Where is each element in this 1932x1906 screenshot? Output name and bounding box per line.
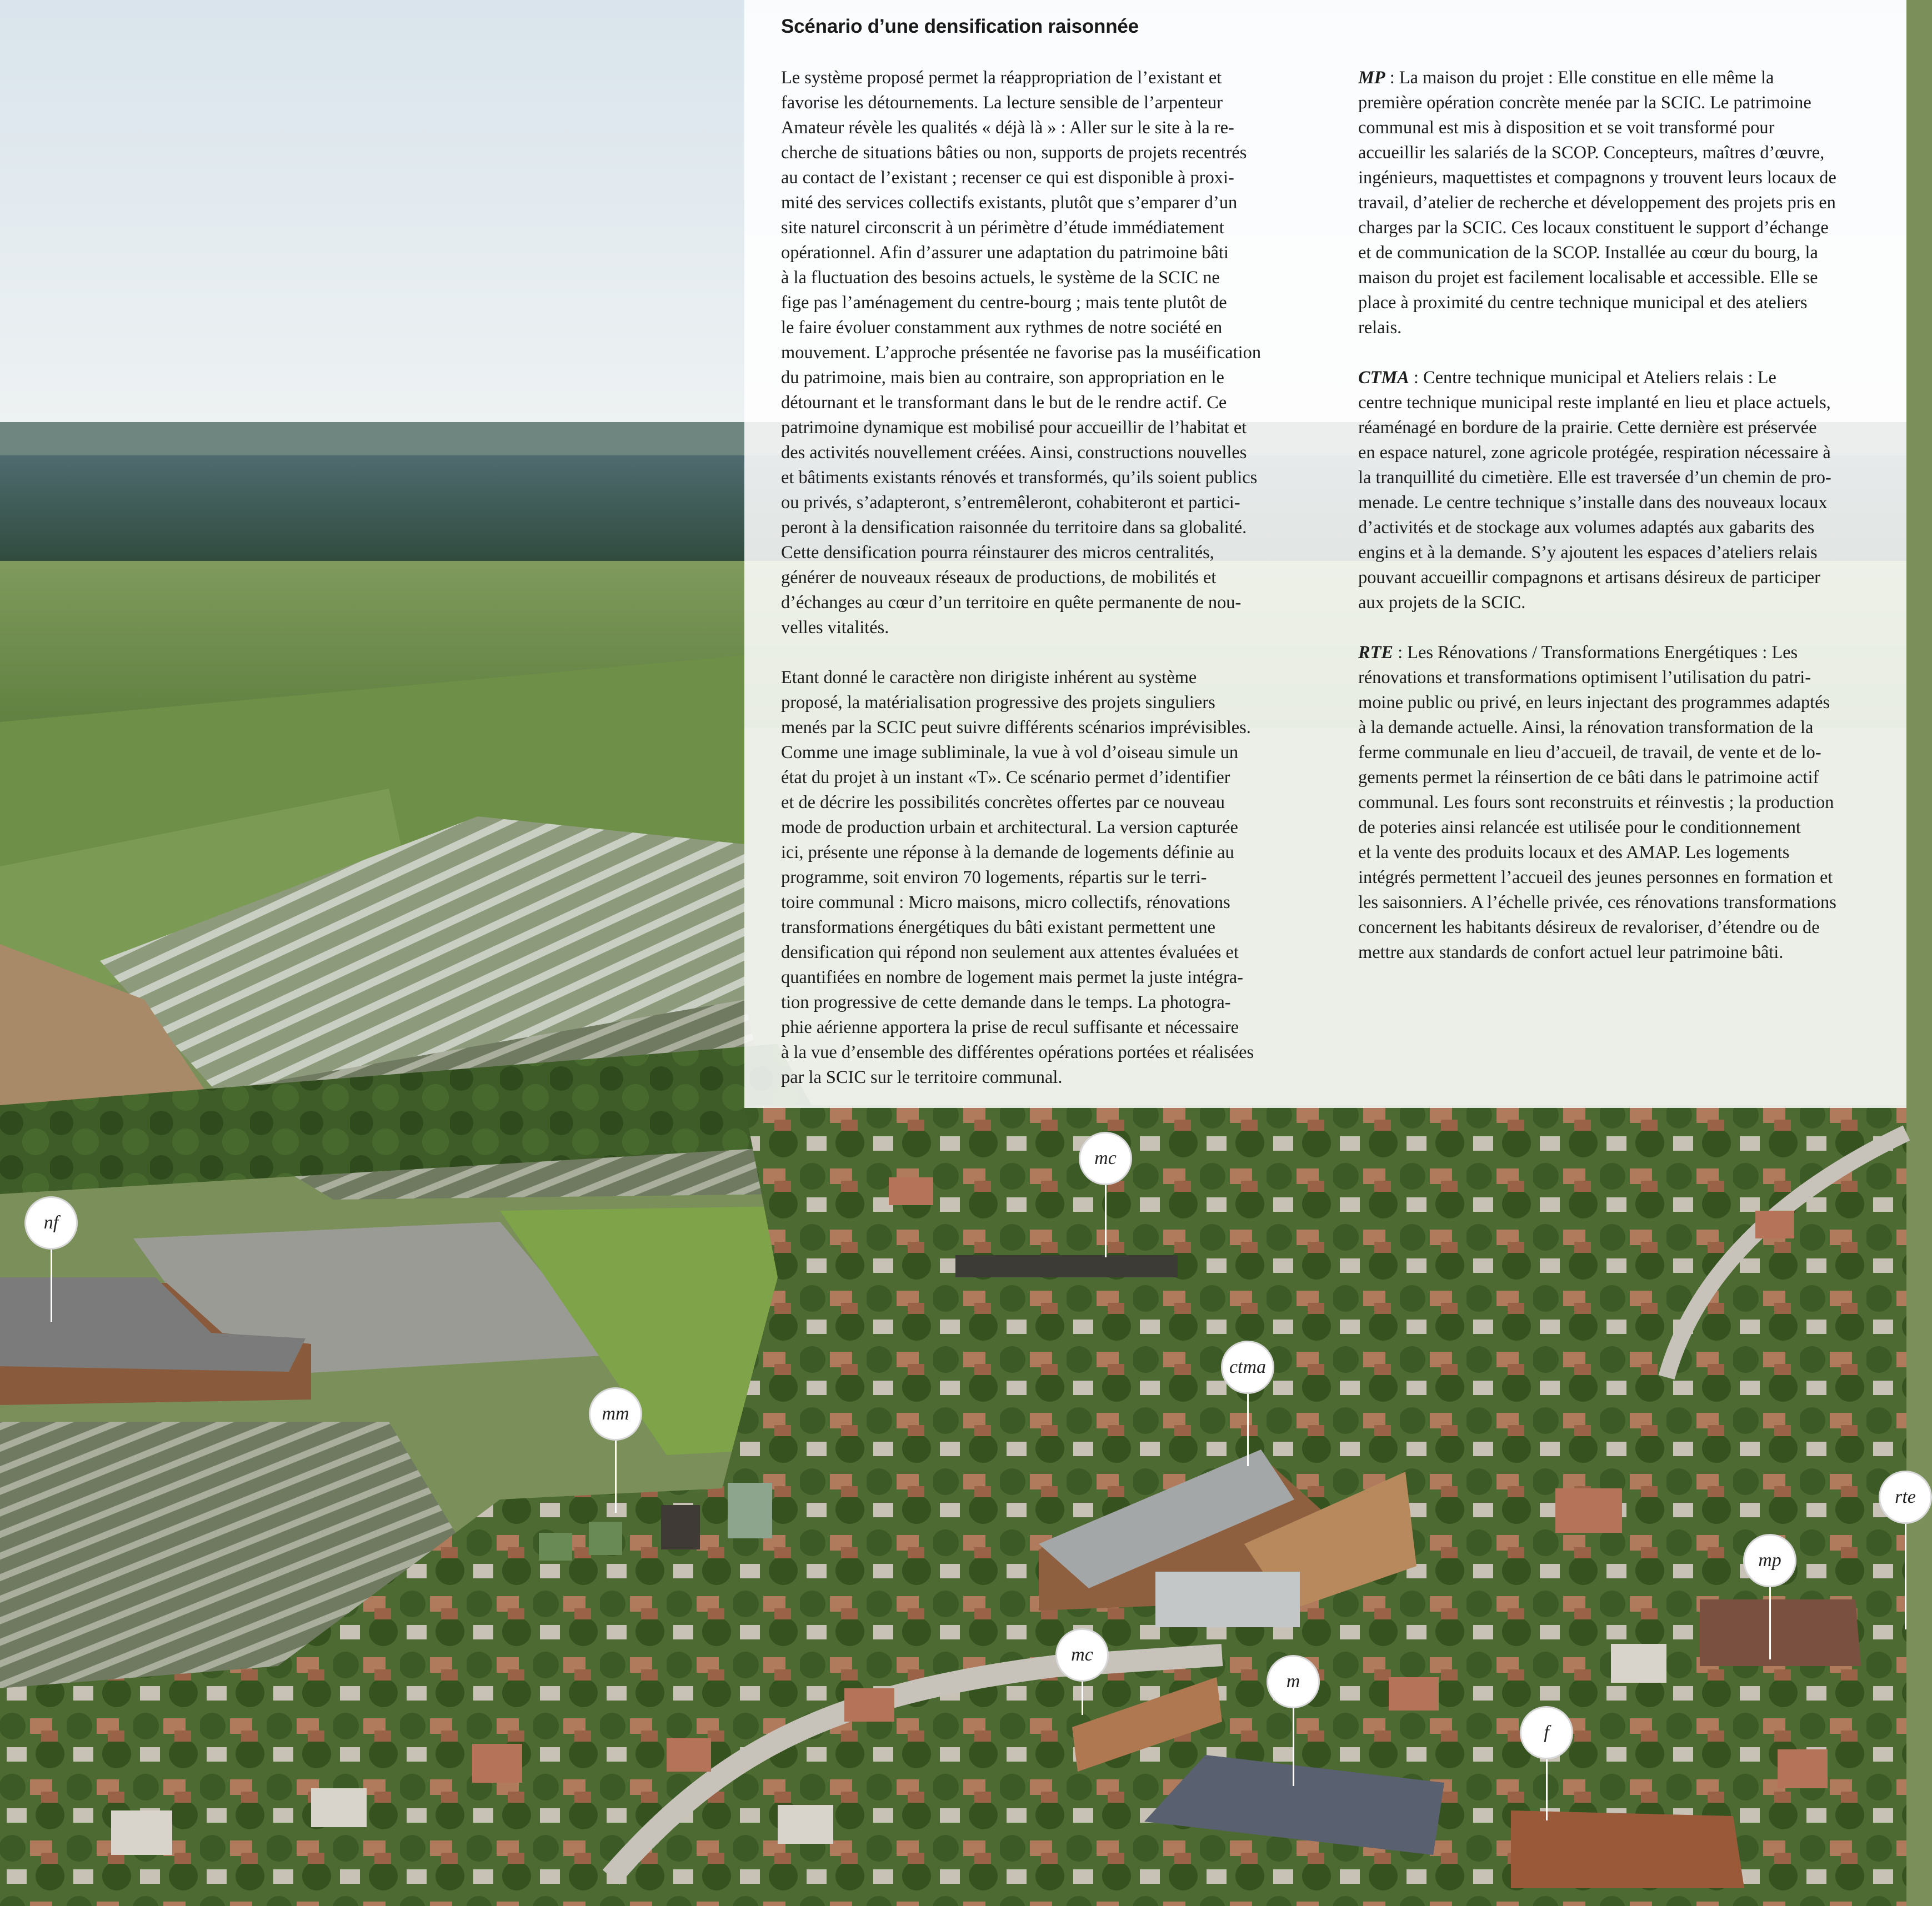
- ctma-tag: CTMA: [1358, 368, 1409, 388]
- marker-m-stem: [1293, 1708, 1294, 1786]
- ctma-text: : Centre technique municipal et Ateliers relais : Le centre technique municipal reste implanté en lieu et place actuels, réaménagé en bordure de la prairie. Cette dernière est préservée en espace naturel, zone agricole protégée, respiration nécessaire à la tranquillité du cimetière. Elle est traversée d’un chemin de pro- menade. Le centre technique s’installe dans des nouveaux locaux d’activités et de stockage aux volumes adaptés aux gabarits des engins et à la demande. S’y ajoutent les espaces d’ateliers relais pouvant accueillir compagnons et artisans désireux de participer aux projets de la SCIC.: [1358, 368, 1831, 613]
- mp-tag: MP: [1358, 68, 1385, 88]
- marker-m-label: m: [1267, 1655, 1320, 1708]
- text-panel: [744, 0, 1906, 1108]
- marker-ctma-stem: [1247, 1394, 1249, 1466]
- paragraph-intro: Le système proposé permet la réappropriation de l’existant et favorise les détournements. La lecture sensible de l’arpenteur Amateur révèle les qualités « déjà là » : Aller sur le site à la re- cherche de situations bâties ou non, supports de projets recentrés au contact de l’existant ; recenser ce qui est disponible à proxi- mité des services collectifs existants, plutôt que s’emparer d’un site naturel circonscrit à un périmètre d’étude immédiatement opérationnel. Afin d’assurer une adaptation du patrimoine bâti à la fluctuation des besoins actuels, le système de la SCIC ne fige pas l’aménagement du centre-bourg ; mais tente plutôt de le faire évoluer constamment aux rythmes de notre société en mouvement. L’approche présentée ne favorise pas la muséification du patrimoine, mais bien au contraire, son appropriation en le détournant et le transformant dans le but de le rendre actif. Ce patrimoine dynamique est mobilisé pour accueillir de l’habitat et des activités nouvellement créées. Ainsi, constructions nouvelles et bâtiments existants rénovés et transformés, qu’ils soient publics ou privés, s’adapteront, s’entremêleront, cohabiteront et partici- peront à la densification raisonnée du territoire dans sa globalité. Cette densification pourra réinstaurer des micros centralités, générer de nouveaux réseaux de productions, de mobilités et d’échanges au cœur d’un territoire en quête permanente de nou- velles vitalités.: [781, 68, 1262, 638]
- section-rte: [1358, 640, 1900, 965]
- marker-mm-stem: [615, 1441, 617, 1513]
- marker-rte-label: rte: [1879, 1471, 1932, 1524]
- rte-text: : Les Rénovations / Transformations Energétiques : Les rénovations et transformations optimisent l’utilisation du patri- moine public ou privé, en leurs injectant des programmes adaptés à la demande actuelle. Ainsi, la rénovation transformation de la ferme communale en lieu d’accueil, de travail, de vente et de lo- gements permet la réinsertion de ce bâti dans le patrimoine actif communal. Les fours sont reconstruits et réinvestis ; la production de poteries ainsi relancée est utilisée pour le conditionnement et la vente des produits locaux et des AMAP. Les logements intégrés permettent l’accueil des jeunes personnes en formation et les saisonniers. A l’échelle privée, ces rénovations transformations concernent les habitants désireux de revaloriser, d’étendre ou de mettre aux standards de confort actuel leur patrimoine bâti.: [1358, 643, 1836, 962]
- marker-mm-label: mm: [589, 1387, 642, 1441]
- page-title: Scénario d’une densification raisonnée: [781, 16, 1139, 37]
- marker-mc-top-stem: [1105, 1185, 1107, 1257]
- section-ctma: [1358, 365, 1900, 615]
- marker-mc-top-label: mc: [1079, 1132, 1132, 1185]
- marker-f-stem: [1546, 1759, 1548, 1820]
- paragraph-scenario: Etant donné le caractère non dirigiste inhérent au système proposé, la matérialisation progressive des projets singuliers menés par la SCIC peut suivre différents scénarios imprévisibles. Comme une image subliminale, la vue à vol d’oiseau simule un état du projet à un instant «T». Ce scénario permet d’identifier et de décrire les possibilités concrètes offertes par ce nouveau mode de production urbain et architectural. La version capturée ici, présente une réponse à la demande de logements définie au programme, soit environ 70 logements, répartis sur le terri- toire communal : Micro maisons, micro collectifs, rénovations transformations énergétiques du bâti existant permettent une densification qui répond non seulement aux attentes évaluées et quantifiées en nombre de logement mais permet la juste intégra- tion progressive de cette demande dans le temps. La photogra- phie aérienne apportera la prise de recul suffisante et nécessaire à la vue d’ensemble des différentes opérations portées et réalisées par la SCIC sur le territoire communal.: [781, 668, 1254, 1087]
- marker-nf-stem: [51, 1250, 52, 1322]
- marker-mc-bottom-stem: [1082, 1682, 1083, 1715]
- marker-mp-stem: [1769, 1587, 1771, 1659]
- marker-f-label: f: [1520, 1706, 1573, 1759]
- marker-nf-label: nf: [24, 1196, 78, 1250]
- left-text-column: [781, 66, 1328, 1115]
- mp-text: : La maison du projet : Elle constitue en elle même la première opération concrète menée par la SCIC. Le patrimoine communal est mis à disposition et se voit transformé pour accueillir les salariés de la SCOP. Concepteurs, maîtres d’œuvre, ingénieurs, maquettistes et compagnons y trouvent leurs locaux de travail, d’atelier de recherche et développement des projets pris en charges par la SCIC. Ces locaux constituent le support d’échange et de communication de la SCOP. Installée au cœur du bourg, la maison du projet est facilement localisable et accessible. Elle se place à proximité du centre technique municipal et des ateliers relais.: [1358, 68, 1836, 338]
- section-mp: [1358, 66, 1900, 340]
- marker-mp-label: mp: [1743, 1534, 1796, 1587]
- marker-ctma-label: ctma: [1221, 1341, 1274, 1394]
- right-text-column: [1358, 66, 1900, 990]
- marker-mc-bottom-label: mc: [1055, 1628, 1109, 1682]
- marker-rte-stem: [1905, 1524, 1906, 1629]
- rte-tag: RTE: [1358, 643, 1393, 663]
